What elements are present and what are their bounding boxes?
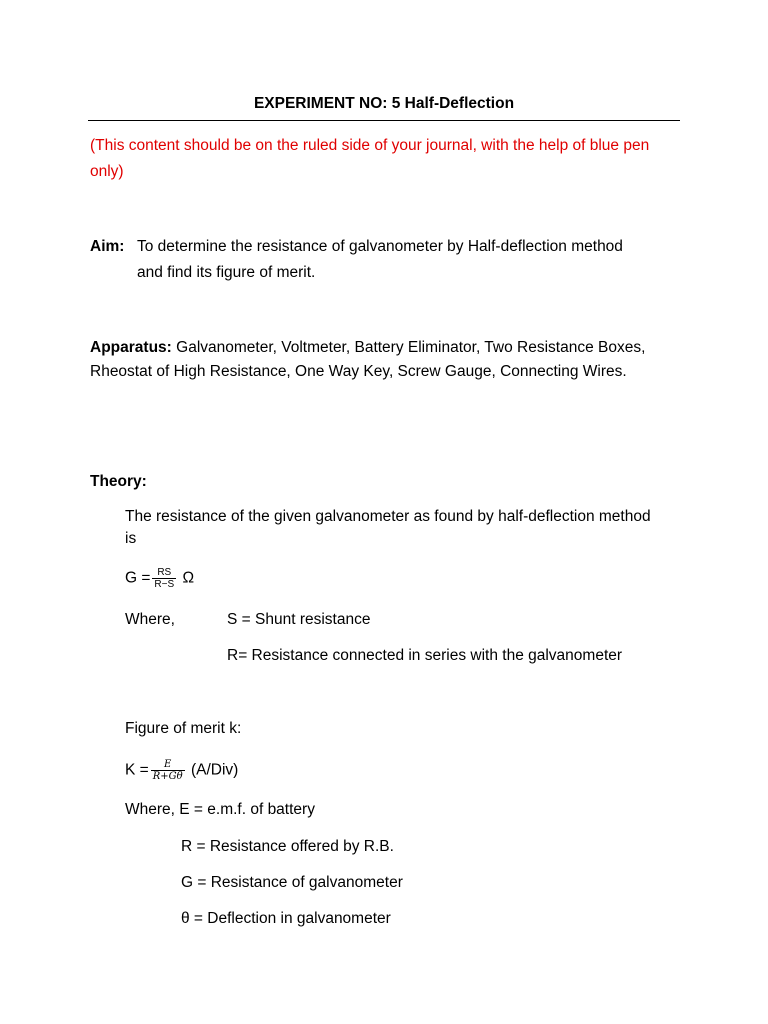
def-galvanometer: G = Resistance of galvanometer: [181, 874, 403, 891]
theory-intro-1: The resistance of the given galvanometer as found by half-deflection method: [125, 508, 651, 525]
aim-line-1: To determine the resistance of galvanometer by Half-deflection method: [137, 238, 623, 255]
g-formula: [125, 567, 194, 590]
instruction-note: (This content should be on the ruled side of your journal, with the help of blue pen only): [90, 137, 650, 180]
apparatus-line-1: [90, 337, 645, 359]
g-formula-numerator: RS: [157, 567, 172, 578]
k-formula-unit: (A/Div): [190, 761, 239, 779]
k-formula: [125, 759, 238, 782]
g-formula-lhs: G =: [125, 569, 151, 587]
apparatus-label: Apparatus:: [90, 339, 172, 356]
k-formula-denominator: R+Gθ: [152, 771, 183, 782]
g-formula-fraction: [152, 567, 176, 590]
g-formula-unit: Ω: [182, 569, 195, 587]
aim-line-2: and find its figure of merit.: [137, 264, 316, 281]
where-label: Where,: [125, 611, 175, 628]
merit-heading: Figure of merit k:: [125, 720, 242, 737]
k-formula-lhs: K =: [125, 761, 149, 779]
g-formula-denominator: R−S: [154, 579, 175, 590]
where-emf: Where, E = e.m.f. of battery: [125, 801, 315, 818]
aim-label: Aim:: [90, 238, 125, 255]
k-formula-fraction: [151, 759, 185, 782]
def-rb: R = Resistance offered by R.B.: [181, 838, 394, 855]
apparatus-line-2: Rheostat of High Resistance, One Way Key, Screw Gauge, Connecting Wires.: [90, 363, 627, 380]
page-title: EXPERIMENT NO: 5 Half-Deflection: [253, 95, 515, 112]
r-definition: R= Resistance connected in series with the galvanometer: [227, 647, 623, 664]
k-formula-numerator: E: [164, 759, 172, 770]
theory-intro-2: is: [125, 530, 137, 547]
theory-label: Theory:: [90, 473, 147, 490]
apparatus-text-1: Galvanometer, Voltmeter, Battery Eliminator, Two Resistance Boxes,: [176, 339, 646, 356]
title-underline: [88, 120, 680, 121]
s-definition: S = Shunt resistance: [227, 611, 371, 628]
def-deflection: θ = Deflection in galvanometer: [181, 910, 391, 927]
